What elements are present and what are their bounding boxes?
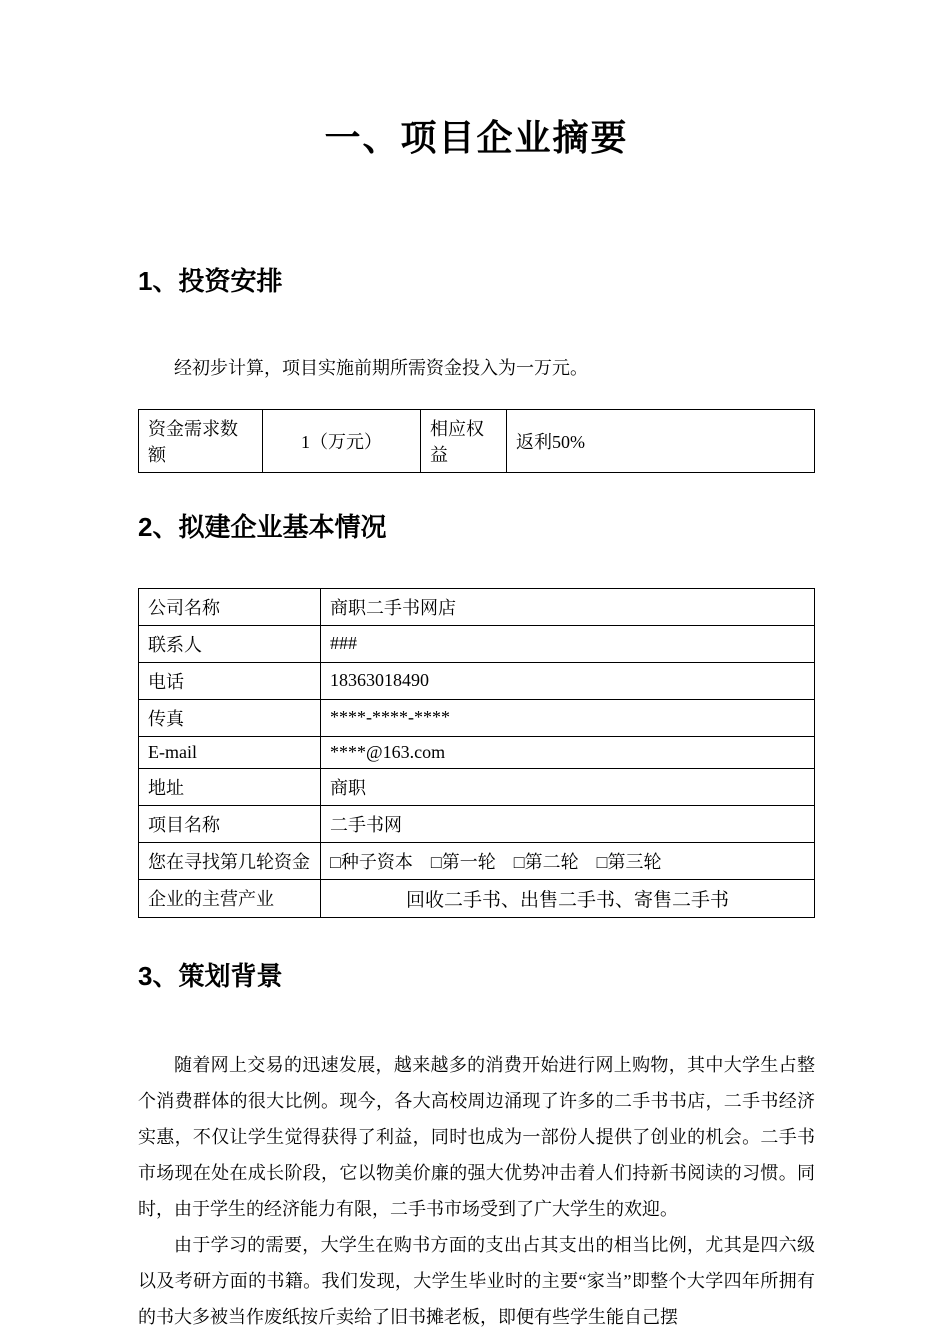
row-value: 二手书网 — [321, 805, 815, 842]
section-heading-background: 3、策划背景 — [138, 960, 283, 991]
row-label: 电话 — [139, 662, 321, 699]
row-label: 项目名称 — [139, 805, 321, 842]
section-heading-investment: 1、投资安排 — [138, 266, 283, 296]
table-row-contact — [139, 625, 815, 662]
background-paragraph-2: 由于学习的需要，大学生在购书方面的支出占其支出的相当比例，尤其是四六级以及考研方面的书籍。我们发现，大学生毕业时的主要“家当”即整个大学四年所拥有的书大多被当作废纸按斤卖给了旧书摊老板，即便有些学生能自己摆 — [138, 1234, 815, 1327]
company-table — [138, 588, 815, 918]
page-title: 一、项目企业摘要 — [324, 117, 629, 158]
table-row-email — [139, 736, 815, 768]
table-row-main-business — [139, 879, 815, 917]
section-heading-company: 2、拟建企业基本情况 — [138, 511, 387, 542]
row-label: 联系人 — [139, 625, 321, 662]
document-content — [138, 0, 815, 1335]
table-row-company-name — [139, 588, 815, 625]
row-value: 18363018490 — [321, 662, 815, 699]
row-value: 商职 — [321, 768, 815, 805]
table-row-address — [139, 768, 815, 805]
row-label: 企业的主营产业 — [139, 879, 321, 917]
funding-value-equity: 返利50% — [507, 409, 815, 472]
funding-label-equity: 相应权益 — [421, 409, 507, 472]
funding-table-row — [139, 409, 815, 472]
row-label: E-mail — [139, 736, 321, 768]
investment-intro-paragraph: 经初步计算，项目实施前期所需资金投入为一万元。 — [174, 358, 588, 378]
table-row-funding-round — [139, 842, 815, 879]
table-row-project-name — [139, 805, 815, 842]
row-label: 地址 — [139, 768, 321, 805]
row-value: 商职二手书网店 — [321, 588, 815, 625]
row-value: ****-****-**** — [321, 699, 815, 736]
row-value: 回收二手书、出售二手书、寄售二手书 — [321, 879, 815, 917]
funding-value-amount: 1（万元） — [263, 409, 421, 472]
background-paragraph-1: 随着网上交易的迅速发展，越来越多的消费开始进行网上购物，其中大学生占整个消费群体的很大比例。现今，各大高校周边涌现了许多的二手书书店，二手书经济实惠，不仅让学生觉得获得了利益，同时也成为一部份人提供了创业的机会。二手书市场现在处在成长阶段，它以物美价廉的强大优势冲击着人们持新书阅读的习惯。同时，由于学生的经济能力有限，二手书市场受到了广大学生的欢迎。 — [138, 1054, 815, 1219]
row-value: ### — [321, 625, 815, 662]
row-value: ****@163.com — [321, 736, 815, 768]
row-label: 您在寻找第几轮资金 — [139, 842, 321, 879]
table-row-phone — [139, 662, 815, 699]
row-label: 公司名称 — [139, 588, 321, 625]
table-row-fax — [139, 699, 815, 736]
funding-table — [138, 409, 815, 473]
funding-label-amount: 资金需求数额 — [139, 409, 263, 472]
row-value-funding-round-options: □种子资本 □第一轮 □第二轮 □第三轮 — [321, 842, 815, 879]
row-label: 传真 — [139, 699, 321, 736]
